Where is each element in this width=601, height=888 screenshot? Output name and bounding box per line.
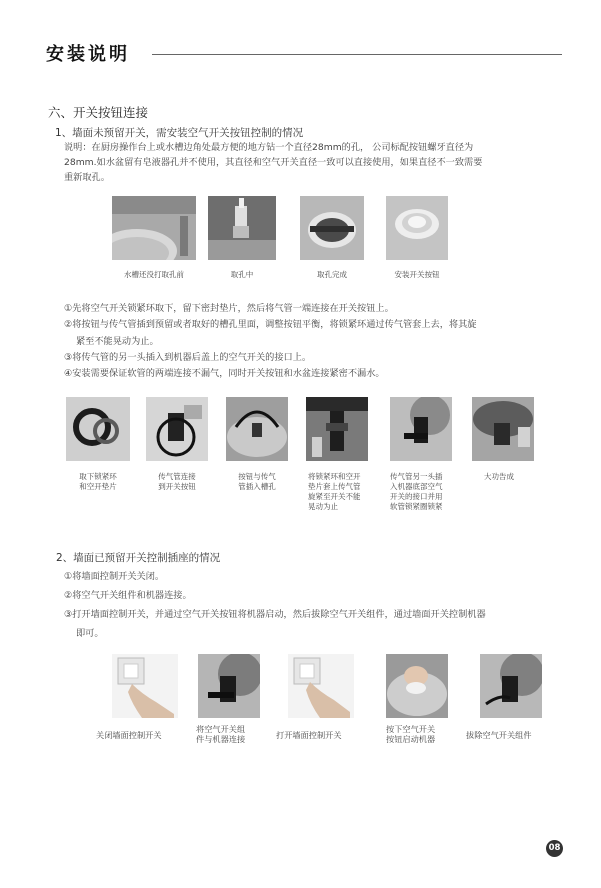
ring-image [66,397,130,461]
caption-line: 按下空气开关 [386,724,436,734]
caption-line: 按钮启动机器 [386,734,436,744]
step-caption [390,472,466,512]
caption-line: 旋紧至开关不能 [308,492,361,501]
photo-drilling [208,196,276,260]
photo-hole-done [300,196,364,260]
caption [96,730,196,740]
subsection-2-title: 2、墙面已预留开关控制插座的情况 [56,552,221,564]
photo-button-installed [386,196,448,260]
caption-line: 传气管连接 [158,472,196,481]
caption: 安装开关按钮 [394,270,440,279]
note-paragraph [64,140,584,185]
caption: 取孔中 [230,270,254,279]
caption-line: 传气管另一头插 [390,472,443,481]
photo-remove-switch [480,654,542,718]
note-line: 重新取孔。 [64,172,110,183]
photo-complete [472,397,534,461]
step-item: ③打开墙面控制开关，并通过空气开关按钮将机器启动，然后拔除空气开关组件，通过墙面开关控制机器 [64,609,486,620]
hole-image [300,196,364,260]
step-item: ①先将空气开关锁紧环取下，留下密封垫片，然后将气管一端连接在开关按钮上。 [64,303,394,314]
drilling-image [208,196,276,260]
sink-image [112,196,196,260]
button-image [386,196,448,260]
press-image [386,654,448,718]
caption: 水槽还没打取孔前 [124,270,184,279]
photo-connect-machine [198,654,260,718]
caption [466,730,566,740]
caption-line: 软管锁紧圈锁紧 [390,502,443,511]
photo-tighten-ring [306,397,368,461]
hand-switch-image-2 [288,654,354,718]
caption-line: 件与机器连接 [196,734,246,744]
caption-line: 大功告成 [484,472,514,481]
step-item: 即可。 [76,628,104,639]
step-item: ③将传气管的另一头插入到机器后盖上的空气开关的接口上。 [64,351,312,363]
complete-image [472,397,534,461]
caption-line: 将空气开关组 [196,724,246,734]
caption-line: 拔除空气开关组件 [466,730,532,740]
remove-image [480,654,542,718]
page-number: 08 [546,840,563,857]
step-item: ②将按钮与传气管插到预留或者取好的槽孔里面，调整按钮平衡，将锁紧环通过传气管套上去，将其旋 [64,319,477,331]
caption-line: 开关的接口并用 [390,492,443,501]
caption-line: 垫片套上传气管 [308,482,361,491]
photo-insert-hole [226,397,288,461]
photo-machine-port [390,397,452,461]
step-caption [484,472,544,482]
caption-line: 按钮与传气 [238,472,276,481]
caption [276,730,376,740]
caption-line: 到开关按钮 [158,482,196,491]
caption-line: 入机器底部空气 [390,482,443,491]
caption [196,724,268,744]
caption-line: 打开墙面控制开关 [276,730,342,740]
tube-image [146,397,208,461]
insert-image [226,397,288,461]
photo-connect-tube [146,397,208,461]
caption [386,724,458,744]
step-item: ④安装需要保证软管的两端连接不漏气，同时开关按钮和水盆连接紧密不漏水。 [64,368,385,380]
page-title: 安装说明 [46,44,130,65]
step-item: ①将墙面控制开关关闭。 [64,571,165,582]
photo-press-button [386,654,448,718]
note-line: 说明：在厨房操作台上或水槽边角处最方便的地方钻一个直径28mm的孔， 公司标配按钮螺牙直径为 [64,142,474,153]
steps-list-2 [64,567,584,643]
step-item: ②将空气开关组件和机器连接。 [64,590,192,601]
caption-line: 关闭墙面控制开关 [96,730,162,740]
port-image [390,397,452,461]
hand-switch-image [112,654,178,718]
caption-line: 管插入槽孔 [238,482,276,491]
step-caption [60,472,136,492]
step-item: 紧至不能晃动为止。 [76,335,159,347]
caption-line: 将锁紧环和空开 [308,472,361,481]
caption-line: 晃动为止 [308,502,338,511]
title-rule [152,54,562,55]
caption-line: 和空开垫片 [79,482,117,491]
caption-line: 取下锁紧环 [79,472,117,481]
steps-list [64,301,584,382]
photo-remove-ring [66,397,130,461]
photo-sink-before [112,196,196,260]
connect-image [198,654,260,718]
photo-wall-switch-off [112,654,178,718]
section-title: 六、开关按钮连接 [48,105,149,120]
note-line: 28mm.如水盆留有皂液器孔并不使用，其直径和空气开关直径一致可以直接使用，如果直径不一致需要 [64,157,483,168]
step-caption [220,472,294,492]
step-caption [140,472,214,492]
photo-wall-switch-on [288,654,354,718]
caption: 取孔完成 [317,270,347,279]
tighten-image [306,397,368,461]
subsection-1-title: 1、墙面未预留开关，需安装空气开关按钮控制的情况 [55,127,304,139]
step-caption [308,472,384,512]
